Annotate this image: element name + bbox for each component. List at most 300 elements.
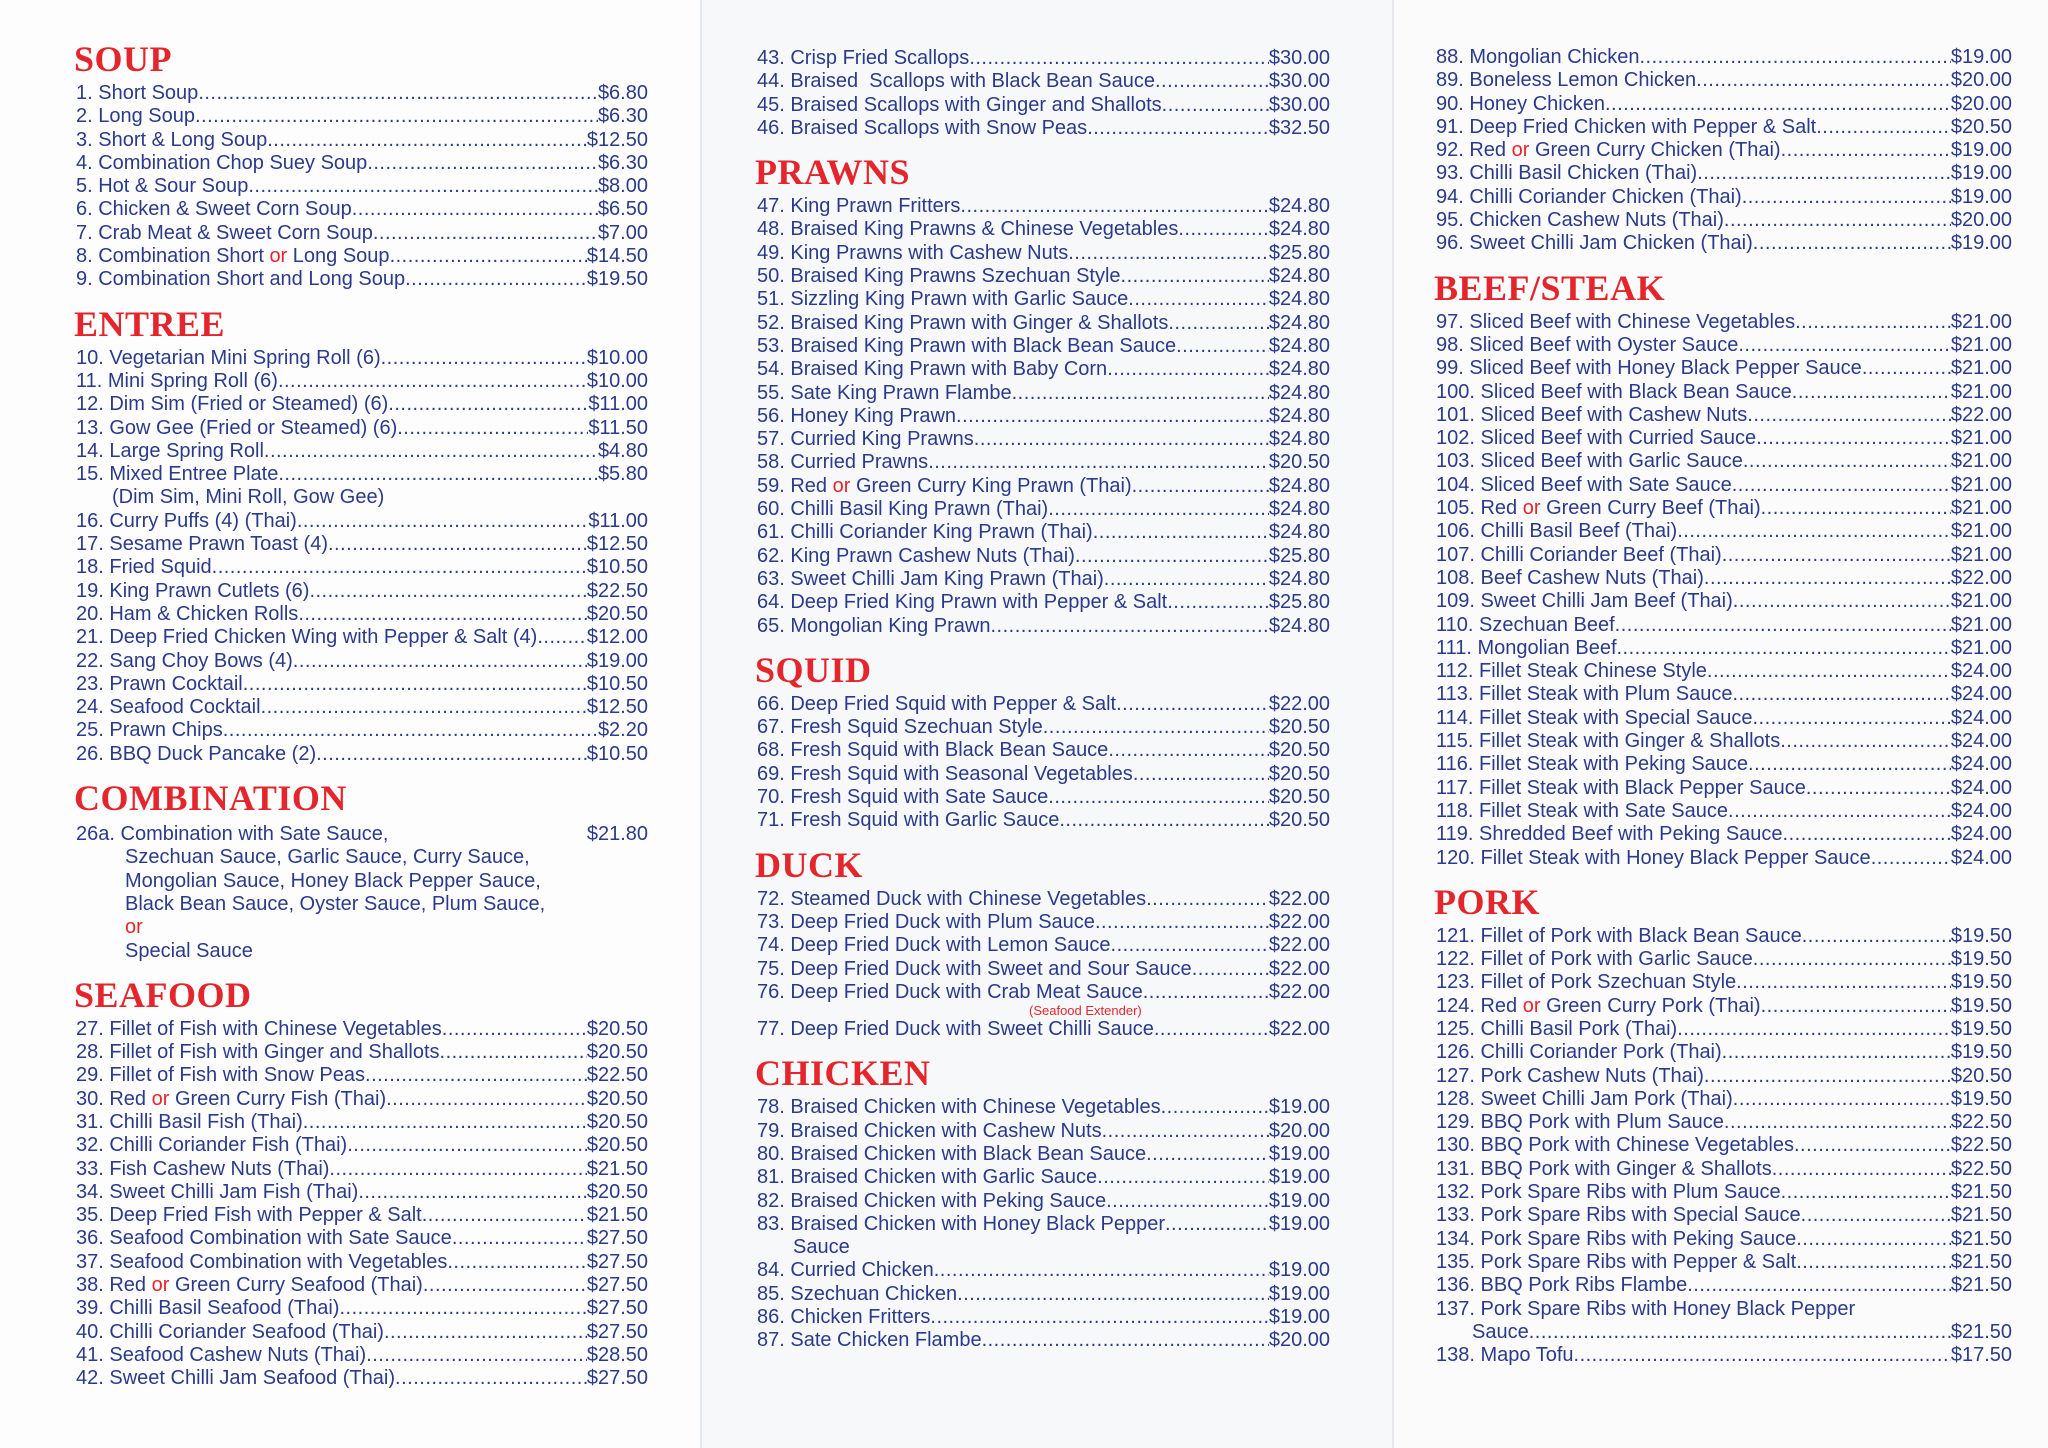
item-name — [757, 591, 1167, 614]
menu-item-row — [757, 591, 1330, 614]
item-name-text: 38. Red — [76, 1274, 152, 1297]
item-name-text: 29. Fillet of Fish with Snow Peas — [76, 1064, 366, 1087]
item-price: $11.50 — [588, 416, 648, 439]
menu-item-row — [76, 510, 648, 533]
item-name-text: Green Curry King Prawn (Thai) — [850, 474, 1132, 497]
item-price: $19.00 — [1950, 162, 2012, 185]
item-price: $24.80 — [1268, 498, 1330, 521]
item-price: $10.50 — [586, 556, 648, 579]
item-price: $19.50 — [1950, 1017, 2012, 1040]
item-name-text: 98. Sliced Beef with Oyster Sauce — [1436, 333, 1739, 356]
section-spacer — [1436, 256, 2012, 269]
item-name-text: 43. Crisp Fried Scallops — [757, 47, 970, 69]
item-name — [757, 405, 956, 428]
menu-item — [757, 981, 1330, 1018]
menu-item — [757, 1143, 1330, 1166]
item-price: $21.50 — [1950, 1227, 2012, 1250]
dot-leader — [366, 1344, 587, 1367]
item-name-text: 46. Braised Scallops with Snow Peas — [757, 116, 1088, 139]
menu-item — [76, 1344, 648, 1367]
item-name — [76, 417, 397, 440]
dot-leader — [1801, 1204, 1951, 1227]
menu-item — [1436, 925, 2012, 948]
item-price: $28.50 — [586, 1343, 648, 1366]
dot-leader — [1781, 139, 1951, 162]
menu-item — [76, 1088, 648, 1111]
item-price: $21.00 — [1950, 497, 2012, 520]
dot-leader — [1121, 265, 1269, 288]
section-heading: PORK — [1434, 881, 1540, 922]
item-price: $21.00 — [1950, 636, 2012, 659]
menu-item-row — [76, 1158, 648, 1181]
menu-item-row — [1436, 497, 2012, 520]
dot-leader — [1102, 1120, 1269, 1143]
item-name — [76, 1367, 395, 1390]
menu-item-row — [757, 934, 1330, 957]
item-name — [1436, 1298, 1855, 1321]
menu-item — [76, 696, 648, 719]
item-name-text: 61. Chilli Coriander King Prawn (Thai) — [757, 521, 1093, 544]
item-name — [76, 626, 537, 649]
item-price: $19.00 — [1950, 232, 2012, 255]
section-spacer — [1436, 870, 2012, 883]
menu-item — [1436, 1204, 2012, 1227]
dot-leader — [1146, 1143, 1269, 1166]
dot-leader — [195, 105, 598, 128]
dot-leader — [1167, 591, 1269, 614]
menu-item-row — [757, 763, 1330, 786]
menu-item — [757, 934, 1330, 957]
item-name — [757, 358, 1107, 381]
menu-item-row — [757, 1120, 1330, 1143]
item-name-text: 80. Braised Chicken with Black Bean Sauce — [757, 1142, 1147, 1165]
menu-item-row — [757, 288, 1330, 311]
item-price: $24.80 — [1268, 428, 1330, 451]
menu-item-row — [757, 615, 1330, 638]
item-name — [1436, 93, 1605, 116]
menu-item-row — [1436, 139, 2012, 162]
menu-item — [757, 47, 1330, 70]
item-name — [757, 335, 1176, 358]
item-name — [76, 82, 198, 105]
dot-leader — [373, 222, 598, 245]
item-name-text: 45. Braised Scallops with Ginger and Shallots — [757, 93, 1162, 116]
menu-item-row — [1436, 1204, 2012, 1227]
dot-leader — [1605, 93, 1951, 116]
dot-leader — [264, 440, 598, 463]
item-price: $22.00 — [1268, 980, 1330, 1003]
item-price: $27.50 — [586, 1297, 648, 1320]
menu-item-row — [76, 1064, 648, 1087]
menu-item-row — [1436, 800, 2012, 823]
item-name — [1436, 1134, 1794, 1157]
menu-section — [757, 140, 1330, 638]
item-name-text: 89. Boneless Lemon Chicken — [1436, 69, 1697, 92]
item-price: $21.50 — [1950, 1274, 2012, 1297]
item-name — [1436, 800, 1728, 823]
dot-leader — [960, 195, 1268, 218]
menu-item-row — [76, 370, 648, 393]
item-name — [757, 786, 1048, 809]
dot-leader — [1161, 1096, 1269, 1119]
dot-leader — [1802, 925, 1951, 948]
item-name — [76, 1134, 347, 1157]
dot-leader — [1162, 94, 1269, 117]
or-word: or — [1511, 139, 1530, 162]
menu-item-row — [76, 175, 648, 198]
dot-leader — [316, 743, 587, 766]
menu-item-row — [757, 265, 1330, 288]
dot-leader — [405, 268, 587, 291]
menu-item — [1436, 116, 2012, 139]
dot-leader — [1796, 1228, 1951, 1251]
menu-item-row — [1436, 1041, 2012, 1064]
menu-item-row — [76, 268, 648, 291]
dot-leader — [1108, 739, 1269, 762]
item-name-text: 105. Red — [1436, 497, 1523, 520]
menu-item — [1436, 777, 2012, 800]
item-name — [757, 265, 1121, 288]
item-name-text: 100. Sliced Beef with Black Bean Sauce — [1436, 380, 1792, 403]
dot-leader — [1761, 497, 1951, 520]
dot-leader — [278, 463, 598, 486]
or-word: or — [151, 1274, 170, 1297]
item-name-text: 50. Braised King Prawns Szechuan Style — [757, 265, 1121, 288]
dot-leader — [1574, 1344, 1951, 1367]
item-name — [1436, 209, 1724, 232]
item-name-text: 2. Long Soup — [76, 105, 195, 128]
item-name-text: 56. Honey King Prawn — [757, 404, 957, 427]
item-price: $24.00 — [1950, 706, 2012, 729]
menu-item-row — [1436, 637, 2012, 660]
menu-item-row — [757, 70, 1330, 93]
item-name — [757, 1120, 1102, 1143]
menu-item — [1436, 730, 2012, 753]
item-price: $21.50 — [1950, 1181, 2012, 1204]
menu-item-row — [757, 312, 1330, 335]
menu-item-row — [1436, 381, 2012, 404]
item-name — [1436, 116, 1816, 139]
menu-item-row — [1436, 232, 2012, 255]
item-name-text: 69. Fresh Squid with Seasonal Vegetables — [757, 762, 1133, 785]
item-price: $27.50 — [586, 1250, 648, 1273]
item-name — [76, 1251, 447, 1274]
menu-item-row — [1436, 1298, 2012, 1321]
item-name — [1436, 497, 1761, 520]
menu-item-row — [76, 1367, 648, 1390]
dot-leader — [1093, 521, 1269, 544]
menu-item-row — [1436, 753, 2012, 776]
menu-item — [1436, 707, 2012, 730]
item-name — [76, 152, 367, 175]
menu-item-row — [1436, 311, 2012, 334]
item-name-text: 40. Chilli Coriander Seafood (Thai) — [76, 1320, 384, 1343]
item-name-text: 10. Vegetarian Mini Spring Roll (6) — [76, 346, 381, 369]
item-name-text: 93. Chilli Basil Chicken (Thai) — [1436, 162, 1698, 185]
item-name-text: 82. Braised Chicken with Peking Sauce — [757, 1189, 1107, 1212]
item-price: $20.00 — [1268, 1119, 1330, 1142]
fold-line — [700, 0, 702, 1448]
item-name — [1436, 707, 1752, 730]
dot-leader — [1615, 614, 1951, 637]
menu-item — [76, 580, 648, 603]
item-price: $21.50 — [1950, 1320, 2012, 1343]
item-price: $19.00 — [1268, 1189, 1330, 1212]
dot-leader — [293, 650, 587, 673]
item-price: $21.00 — [1950, 380, 2012, 403]
item-name — [757, 1283, 957, 1306]
item-price: $24.00 — [1950, 683, 2012, 706]
item-name — [1436, 334, 1738, 357]
menu-item-row — [1436, 683, 2012, 706]
menu-column-2 — [757, 47, 1330, 1353]
item-name-text: 60. Chilli Basil King Prawn (Thai) — [757, 498, 1049, 521]
dot-leader — [1087, 117, 1269, 140]
menu-item-row — [76, 1321, 648, 1344]
dot-leader — [303, 1111, 587, 1134]
item-name — [757, 958, 1192, 981]
item-name-text: 5. Hot & Sour Soup — [76, 175, 249, 198]
item-price: $20.50 — [1268, 762, 1330, 785]
item-name-text: 57. Curried King Prawns — [757, 428, 974, 451]
item-name-text: 23. Prawn Cocktail — [76, 672, 243, 695]
menu-item — [757, 405, 1330, 428]
dot-leader — [1143, 981, 1269, 1004]
menu-item-row — [76, 1018, 648, 1041]
item-name-text: 92. Red — [1436, 139, 1512, 162]
menu-section — [1436, 870, 2012, 1368]
item-name — [76, 696, 261, 719]
menu-item-row — [1436, 1181, 2012, 1204]
section-heading: CHICKEN — [755, 1053, 931, 1094]
menu-item-row — [757, 335, 1330, 358]
dot-leader — [309, 580, 586, 603]
item-price: $12.00 — [586, 626, 648, 649]
item-name-text: 120. Fillet Steak with Honey Black Pepper Sauce — [1436, 846, 1871, 869]
item-name — [757, 693, 1116, 716]
dot-leader — [1529, 1321, 1951, 1344]
menu-item — [1436, 93, 2012, 116]
item-name — [76, 175, 248, 198]
dot-leader — [930, 1306, 1268, 1329]
menu-item — [76, 370, 648, 393]
item-name-text: 117. Fillet Steak with Black Pepper Sauce — [1436, 776, 1806, 799]
item-name-text: 26. BBQ Duck Pancake (2) — [76, 742, 317, 765]
menu-item-row — [76, 129, 648, 152]
menu-item — [757, 94, 1330, 117]
dot-leader — [384, 1321, 587, 1344]
menu-item — [1436, 683, 2012, 706]
dot-leader — [1677, 520, 1951, 543]
item-price: $20.50 — [586, 1110, 648, 1133]
dot-leader — [198, 82, 598, 105]
section-heading: DUCK — [755, 844, 863, 885]
dot-leader — [298, 603, 587, 626]
dot-leader — [352, 198, 598, 221]
dot-leader — [261, 696, 587, 719]
combo-line — [76, 893, 554, 940]
menu-item — [757, 786, 1330, 809]
item-price: $11.00 — [588, 509, 648, 532]
item-name-text: 127. Pork Cashew Nuts (Thai) — [1436, 1064, 1704, 1087]
item-name-text: 55. Sate King Prawn Flambe — [757, 381, 1012, 404]
menu-item — [76, 1018, 648, 1041]
menu-item — [1436, 800, 2012, 823]
menu-item-row — [76, 1134, 648, 1157]
item-name-text: 111. Mongolian Beef — [1436, 636, 1617, 659]
item-name-text: 113. Fillet Steak with Plum Sauce — [1436, 683, 1733, 706]
item-price: $19.00 — [1268, 1096, 1330, 1119]
dot-leader — [1012, 382, 1269, 405]
menu-section — [76, 292, 648, 766]
menu-item-row — [1436, 567, 2012, 590]
item-price: $21.00 — [1950, 590, 2012, 613]
item-price: $24.80 — [1268, 358, 1330, 381]
menu-item — [76, 1274, 648, 1297]
menu-item — [757, 591, 1330, 614]
item-name-text: 24. Seafood Cocktail — [76, 696, 261, 719]
dot-leader — [365, 1064, 587, 1087]
combo-line — [76, 870, 554, 893]
item-price: $12.50 — [586, 128, 648, 151]
menu-item — [1436, 404, 2012, 427]
menu-item — [76, 1181, 648, 1204]
dot-leader — [248, 175, 598, 198]
menu-item — [757, 117, 1330, 140]
item-name — [76, 393, 388, 416]
item-name — [1436, 660, 1707, 683]
menu-item — [757, 265, 1330, 288]
item-name — [76, 347, 381, 370]
dot-leader — [1687, 1274, 1951, 1297]
menu-item — [757, 568, 1330, 591]
or-word: or — [151, 1087, 170, 1110]
menu-item — [76, 1158, 648, 1181]
item-price: $21.50 — [1950, 1204, 2012, 1227]
menu-item — [757, 1213, 1330, 1260]
item-price: $12.50 — [586, 696, 648, 719]
item-name-text: 4. Combination Chop Suey Soup — [76, 151, 368, 174]
menu-item-row — [76, 696, 648, 719]
item-name-text: 121. Fillet of Pork with Black Bean Sauce — [1436, 924, 1802, 947]
dot-leader — [1728, 800, 1951, 823]
dot-leader — [223, 719, 598, 742]
dot-leader — [397, 417, 588, 440]
dot-leader — [1095, 911, 1269, 934]
menu-item — [757, 521, 1330, 544]
item-price: $4.80 — [597, 439, 648, 462]
item-name — [757, 1329, 982, 1352]
menu-item — [1436, 334, 2012, 357]
menu-item — [757, 958, 1330, 981]
menu-column-3 — [1436, 46, 2012, 1367]
dot-leader — [447, 1251, 586, 1274]
menu-item-row — [757, 911, 1330, 934]
menu-item-row — [1436, 1158, 2012, 1181]
dot-leader — [1792, 381, 1951, 404]
item-name — [1436, 162, 1697, 185]
item-name — [757, 475, 1132, 498]
item-name-text: 39. Chilli Basil Seafood (Thai) — [76, 1297, 340, 1320]
item-name — [757, 1018, 1154, 1041]
menu-item — [76, 198, 648, 221]
item-name — [1436, 614, 1615, 637]
menu-item — [76, 82, 648, 105]
item-price: $24.80 — [1268, 218, 1330, 241]
menu-item-row — [76, 743, 648, 766]
item-price: $10.00 — [586, 369, 648, 392]
menu-item-row — [757, 1283, 1330, 1306]
item-name-text: 131. BBQ Pork with Ginger & Shallots — [1436, 1157, 1772, 1180]
dot-leader — [1146, 888, 1269, 911]
dot-leader — [1794, 1134, 1951, 1157]
menu-item — [1436, 660, 2012, 683]
item-price: $24.80 — [1268, 195, 1330, 218]
item-name-text: 8. Combination Short — [76, 245, 270, 268]
item-price: $6.30 — [597, 105, 648, 128]
dot-leader — [1724, 209, 1951, 232]
menu-item-row — [1436, 707, 2012, 730]
item-name-text: 14. Large Spring Roll — [76, 439, 264, 462]
menu-item — [76, 603, 648, 626]
dot-leader — [982, 1329, 1269, 1352]
menu-item-row — [757, 958, 1330, 981]
menu-item — [757, 888, 1330, 911]
section-heading: PRAWNS — [755, 152, 911, 193]
item-name-text: 31. Chilli Basil Fish (Thai) — [76, 1110, 303, 1133]
item-name-text: Green Curry Chicken (Thai) — [1529, 139, 1781, 162]
menu-item-row — [76, 1111, 648, 1134]
fold-line — [1392, 0, 1394, 1448]
dot-leader — [957, 1283, 1269, 1306]
item-name-text: 128. Sweet Chilli Jam Pork (Thai) — [1436, 1087, 1733, 1110]
item-name-text: 76. Deep Fried Duck with Crab Meat Sauce — [757, 980, 1143, 1003]
item-name — [76, 1227, 452, 1250]
item-name — [757, 218, 1178, 241]
menu-item — [76, 1041, 648, 1064]
menu-item — [1436, 1041, 2012, 1064]
item-name — [1436, 1111, 1724, 1134]
menu-item-row — [76, 533, 648, 556]
menu-item-row — [76, 417, 648, 440]
item-name-text: 101. Sliced Beef with Cashew Nuts — [1436, 403, 1748, 426]
item-price: $24.00 — [1950, 776, 2012, 799]
item-price: $24.80 — [1268, 614, 1330, 637]
item-name — [757, 615, 990, 638]
item-name — [76, 510, 297, 533]
item-price: $24.80 — [1268, 265, 1330, 288]
dot-leader — [440, 1041, 587, 1064]
item-name — [757, 242, 1068, 265]
item-name-text: 118. Fillet Steak with Sate Sauce — [1436, 799, 1729, 822]
menu-item-row — [76, 719, 648, 742]
item-name — [757, 498, 1048, 521]
dot-leader — [1816, 116, 1951, 139]
item-name — [1436, 69, 1696, 92]
item-price: $24.80 — [1268, 521, 1330, 544]
menu-item-row — [1436, 1344, 2012, 1367]
item-price: $19.50 — [1950, 948, 2012, 971]
menu-item — [757, 615, 1330, 638]
menu-item — [1436, 162, 2012, 185]
dot-leader — [928, 451, 1269, 474]
item-price: $24.80 — [1268, 404, 1330, 427]
menu-item — [757, 382, 1330, 405]
item-name — [1436, 753, 1748, 776]
item-name — [76, 1111, 303, 1134]
combo-line-text: Special Sauce — [125, 939, 253, 962]
item-price: $21.50 — [586, 1157, 648, 1180]
